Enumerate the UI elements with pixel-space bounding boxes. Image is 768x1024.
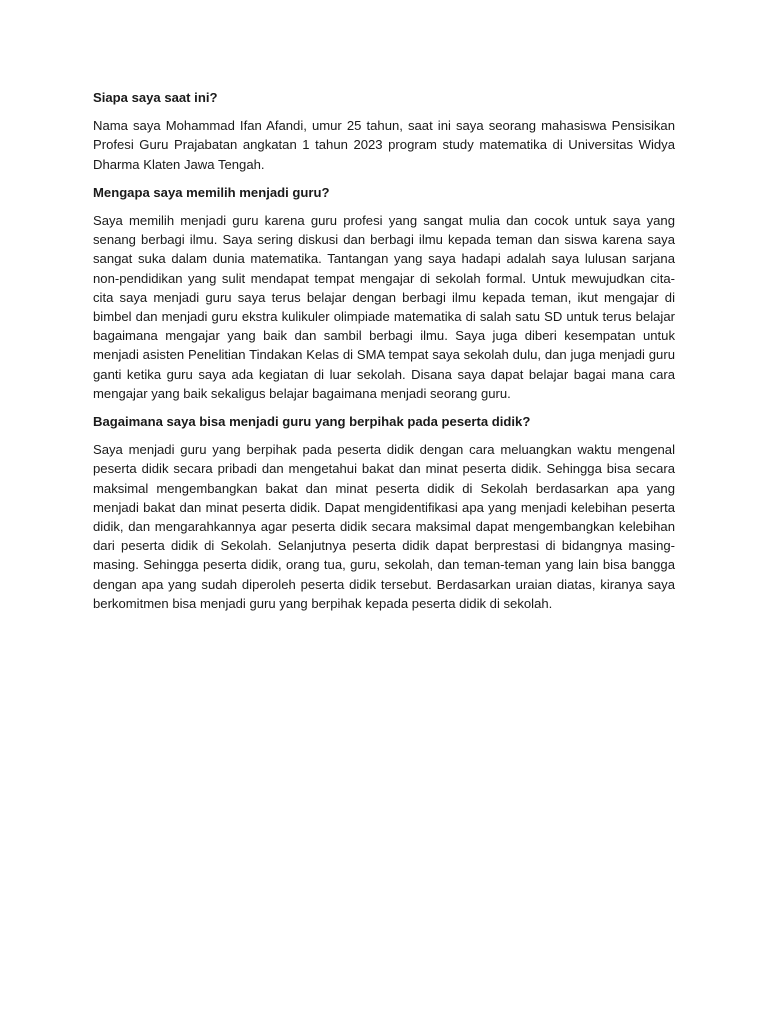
section-paragraph: Saya memilih menjadi guru karena guru profesi yang sangat mulia dan cocok untuk saya yang senang berbagi ilmu. Saya sering diskusi dan berbagi ilmu kepada teman dan siswa karena saya sangat suka dalam dunia matematika. Tantangan yang saya hadapi adalah saya lulusan sarjana non-pendidikan yang sulit mendapat tempat mengajar di sekolah formal. Untuk mewujudkan cita-cita saya menjadi guru saya terus belajar dengan berbagi ilmu kepada teman, ikut mengajar di bimbel dan menjadi guru ekstra kulikuler olimpiade matematika di salah satu SD untuk terus belajar bagaimana mengajar yang baik dan sambil berbagi ilmu. Saya juga diberi kesempatan untuk menjadi asisten Penelitian Tindakan Kelas di SMA tempat saya sekolah dulu, dan juga menjadi guru ganti ketika guru saya ada kegiatan di luar sekolah. Disana saya dapat belajar bagai mana cara mengajar yang baik sekaligus belajar bagaimana menjadi seorang guru. (93, 213, 675, 401)
section-heading: Mengapa saya memilih menjadi guru? (93, 184, 330, 200)
section-who-am-i (93, 88, 675, 174)
section-paragraph: Nama saya Mohammad Ifan Afandi, umur 25 tahun, saat ini saya seorang mahasiswa Pensisikan Profesi Guru Prajabatan angkatan 1 tahun 2023 program study matematika di Universitas Widya Dharma Klaten Jawa Tengah. (93, 118, 675, 172)
section-heading: Bagaimana saya bisa menjadi guru yang berpihak pada peserta didik? (93, 414, 531, 430)
section-student-centered (93, 412, 675, 613)
section-why-teacher (93, 183, 675, 403)
document-page (93, 88, 675, 622)
section-paragraph: Saya menjadi guru yang berpihak pada peserta didik dengan cara meluangkan waktu mengenal peserta didik secara pribadi dan mengetahui bakat dan minat peserta didik. Sehingga bisa secara maksimal mengembangkan bakat dan minat peserta didik di Sekolah berdasarkan apa yang menjadi bakat dan minat peserta didik. Dapat mengidentifikasi apa yang menjadi kelebihan peserta didik, dan mengarahkannya agar peserta didik secara maksimal dapat mengembangkan kelebihan dari peserta didik di Sekolah. Selanjutnya peserta didik dapat berprestasi di bidangnya masing-masing. Sehingga peserta didik, orang tua, guru, sekolah, dan teman-teman yang lain bisa bangga dengan apa yang sudah diperoleh peserta didik tersebut. Berdasarkan uraian diatas, kiranya saya berkomitmen bisa menjadi guru yang berpihak kepada peserta didik di sekolah. (93, 442, 675, 611)
section-heading: Siapa saya saat ini? (93, 90, 218, 105)
